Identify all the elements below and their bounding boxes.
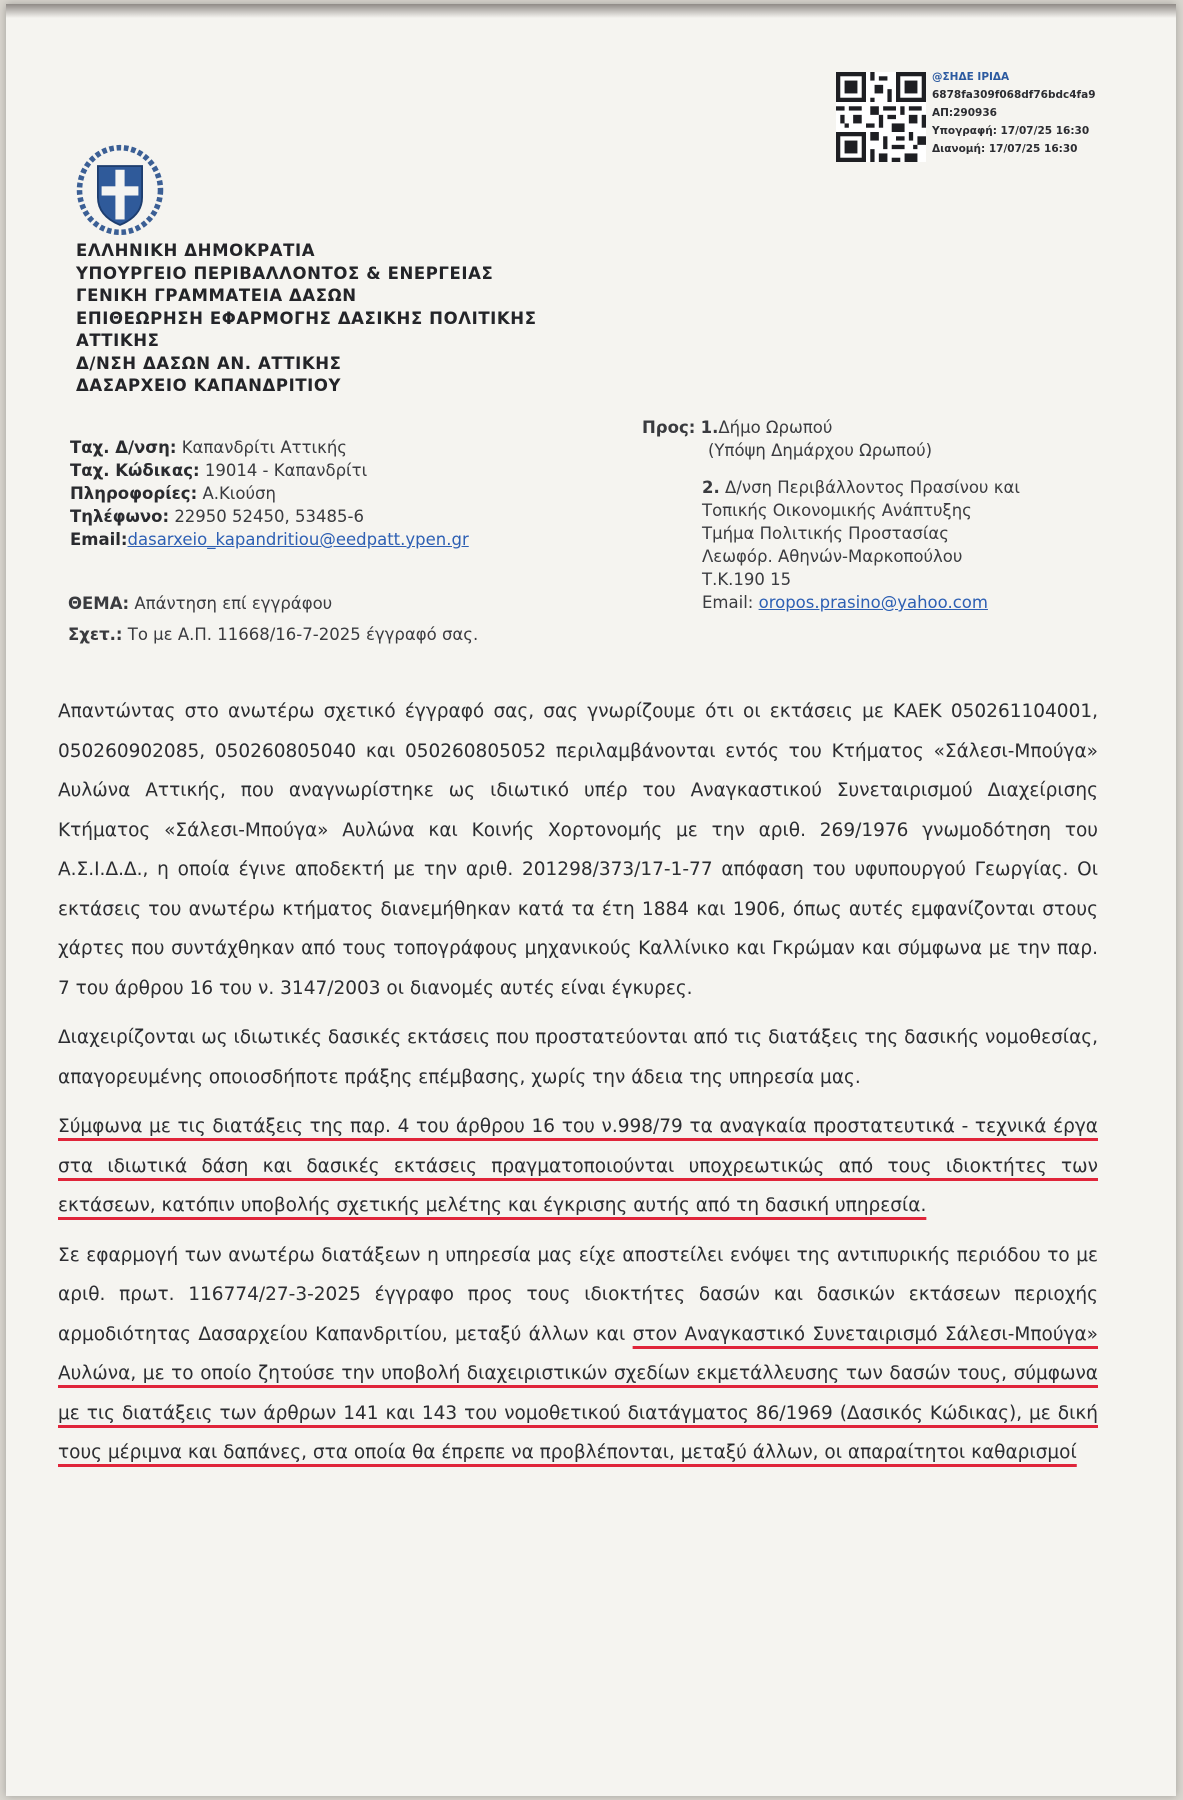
recipients-block	[642, 416, 1020, 614]
body-paragraph-3-underlined: Σύμφωνα με τις διατάξεις της παρ. 4 του άρθρου 16 του ν.998/79 τα αναγκαία προστατευτικά - τεχνικά έργα στα ιδιωτικά δάση και δασικές εκτάσεις πραγματοποιούνται υποχρεωτικώς από τους ιδιοκτήτες των εκτάσεων, κατόπιν υποβολής σχετικής μελέτης και έγκρισης αυτής από τη δασική υπηρεσία.	[58, 1116, 1098, 1216]
digital-signature-stamp	[932, 68, 1096, 158]
recipient-2-email-row	[642, 591, 1020, 614]
body-paragraph-1: Απαντώντας στο ανωτέρω σχετικό έγγραφό σας, σας γνωρίζουμε ότι οι εκτάσεις με ΚΑΕΚ 050261104001, 050260902085, 050260805040 και 050260805052 περιλαμβάνονται εντός του Κτήματος «Σάλεσι-Μπούγα» Αυλώνα Αττικής, που αναγνωρίστηκε ως ιδιωτικό υπέρ του Αναγκαστικού Συνεταιρισμού Διαχείρισης Κτήματος «Σάλεσι-Μπούγα» Αυλώνα και Κοινής Χορτονομής με την αριθ. 269/1976 γνωμοδότηση του Α.Σ.Ι.Δ.Δ., η οποία έγινε αποδεκτή με την αριθ. 201298/373/17-1-77 απόφαση του υφυπουργού Γεωργίας. Οι εκτάσεις του ανωτέρω κτήματος διανεμήθηκαν κατά τα έτη 1884 και 1906, όπως αυτές εμφανίζονται στους χάρτες που συντάχθηκαν από τους τοπογράφους μηχανικούς Καλλίνικο και Γκρώμαν και σύμφωνα με την παρ. 7 του άρθρου 16 του ν. 3147/2003 οι διανομές αυτές είναι έγκυρες.	[58, 701, 1098, 999]
recipient-1-number: 1.	[700, 418, 719, 437]
qr-code	[836, 72, 926, 162]
recipient-2-line-1	[642, 476, 1020, 499]
subject-text: Απάντηση επί εγγράφου	[134, 594, 333, 613]
page-top-shadow	[6, 4, 1176, 18]
header-line: ΕΛΛΗΝΙΚΗ ΔΗΜΟΚΡΑΤΙΑ	[76, 241, 316, 260]
phone-label: Τηλέφωνο:	[70, 507, 170, 526]
zip-label: Ταχ. Κώδικας:	[70, 461, 200, 480]
recipient-1-name: Δήμο Ωρωπού	[718, 418, 833, 437]
recipient-2-number: 2.	[702, 478, 720, 497]
body-paragraph-4	[58, 1236, 1098, 1473]
header-line: Δ/ΝΣΗ ΔΑΣΩΝ ΑΝ. ΑΤΤΙΚΗΣ	[76, 353, 342, 373]
letter-body	[58, 692, 1098, 1483]
header-line: ΔΑΣΑΡΧΕΙΟ ΚΑΠΑΝΔΡΙΤΙΟΥ	[76, 376, 342, 395]
address-value: Καπανδρίτι Αττικής	[181, 438, 347, 457]
email-row	[70, 528, 469, 551]
sender-contact-block	[70, 436, 469, 551]
phone-row	[70, 505, 469, 528]
sender-email-link[interactable]: dasarxeio_kapandritiou@eedpatt.ypen.gr	[127, 530, 469, 549]
stamp-hash: 6878fa309f068df76bdc4fa9	[932, 89, 1096, 101]
recipient-2-line: Λεωφόρ. Αθηνών-Μαρκοπούλου	[702, 547, 963, 566]
document-page	[6, 4, 1176, 1796]
recipient-email-link[interactable]: oropos.prasino@yahoo.com	[758, 593, 988, 612]
stamp-protocol: ΑΠ:290936	[932, 107, 997, 119]
reference-row	[68, 619, 478, 650]
coat-of-arms-icon	[74, 144, 166, 236]
zip-value: 19014 - Καπανδρίτι	[204, 461, 368, 480]
reference-text: Το με Α.Π. 11668/16-7-2025 έγγραφό σας.	[127, 625, 479, 644]
phone-value: 22950 52450, 53485-6	[174, 507, 364, 526]
stamp-brand: @ΣΗΔΕ ΙΡΙΔΑ	[932, 71, 1010, 83]
header-line: ΑΤΤΙΚΗΣ	[76, 331, 160, 350]
address-label: Ταχ. Δ/νση:	[70, 438, 177, 457]
header-line: ΕΠΙΘΕΩΡΗΣΗ ΕΦΑΡΜΟΓΗΣ ΔΑΣΙΚΗΣ ΠΟΛΙΤΙΚΗΣ	[76, 308, 537, 328]
reference-label: Σχετ.:	[68, 625, 123, 644]
header-line: ΥΠΟΥΡΓΕΙΟ ΠΕΡΙΒΑΛΛΟΝΤΟΣ & ΕΝΕΡΓΕΙΑΣ	[76, 263, 494, 283]
subject-block	[68, 588, 478, 650]
recipient-2-line: Τμήμα Πολιτικής Προστασίας	[702, 524, 949, 543]
info-row	[70, 482, 469, 505]
issuing-authority-header	[76, 240, 537, 398]
stamp-distributed: Διανομή: 17/07/25 16:30	[932, 143, 1078, 155]
recipients-label: Προς:	[642, 418, 696, 437]
recipient-1	[642, 416, 1020, 439]
recipient-2-text: Δ/νση Περιβάλλοντος Πρασίνου και	[725, 478, 1020, 497]
header-line: ΓΕΝΙΚΗ ΓΡΑΜΜΑΤΕΙΑ ΔΑΣΩΝ	[76, 286, 357, 305]
zip-row	[70, 459, 469, 482]
subject-label: ΘΕΜΑ:	[68, 594, 130, 613]
body-paragraph-4-text: Σε εφαρμογή των ανωτέρω διατάξεων η υπηρεσία μας είχε αποστείλει ενόψει της αντιπυρικής περιόδου το με αριθ. πρωτ. 116774/27-3-2025 έγγραφο προς τους ιδιοκτήτες δασών και δασικών εκτάσεων περιοχής αρμοδιότητας Δασαρχείου Καπανδριτίου, μεταξύ άλλων και	[58, 1244, 1098, 1345]
subject-row	[68, 588, 478, 619]
recipient-2-line: Τ.Κ.190 15	[702, 570, 792, 589]
recipient-1-sub: (Υπόψη Δημάρχου Ωρωπού)	[708, 441, 933, 460]
email-label: Email:	[70, 530, 128, 549]
body-paragraph-2: Διαχειρίζονται ως ιδιωτικές δασικές εκτάσεις που προστατεύονται από τις διατάξεις της δασικής νομοθεσίας, απαγορευμένης οποιοσδήποτε πράξης επέμβασης, χωρίς την άδεια της υπηρεσία μας.	[58, 1027, 1098, 1088]
address-row	[70, 436, 469, 459]
info-value: Α.Κιούση	[202, 484, 276, 503]
body-paragraph-4-underlined: στον Αναγκαστικό Συνεταιρισμό Σάλεσι-Μπούγα» Αυλώνα, με το οποίο ζητούσε την υποβολή διαχειριστικών σχεδίων εκμετάλλευσης των δασών τους, σύμφωνα με τις διατάξεις των άρθρων 141 και 143 του νομοθετικού διατάγματος 86/1969 (Δασικός Κώδικας), με δική τους μέριμνα και δαπάνες, στα οποία θα έπρεπε να προβλέπονται, μεταξύ άλλων, οι απαραίτητοι καθαρισμοί	[58, 1323, 1098, 1463]
info-label: Πληροφορίες:	[70, 484, 198, 503]
recipient-email-label: Email:	[702, 593, 754, 612]
stamp-signed: Υπογραφή: 17/07/25 16:30	[932, 125, 1090, 137]
recipient-2-line: Τοπικής Οικονομικής Ανάπτυξης	[702, 501, 972, 520]
